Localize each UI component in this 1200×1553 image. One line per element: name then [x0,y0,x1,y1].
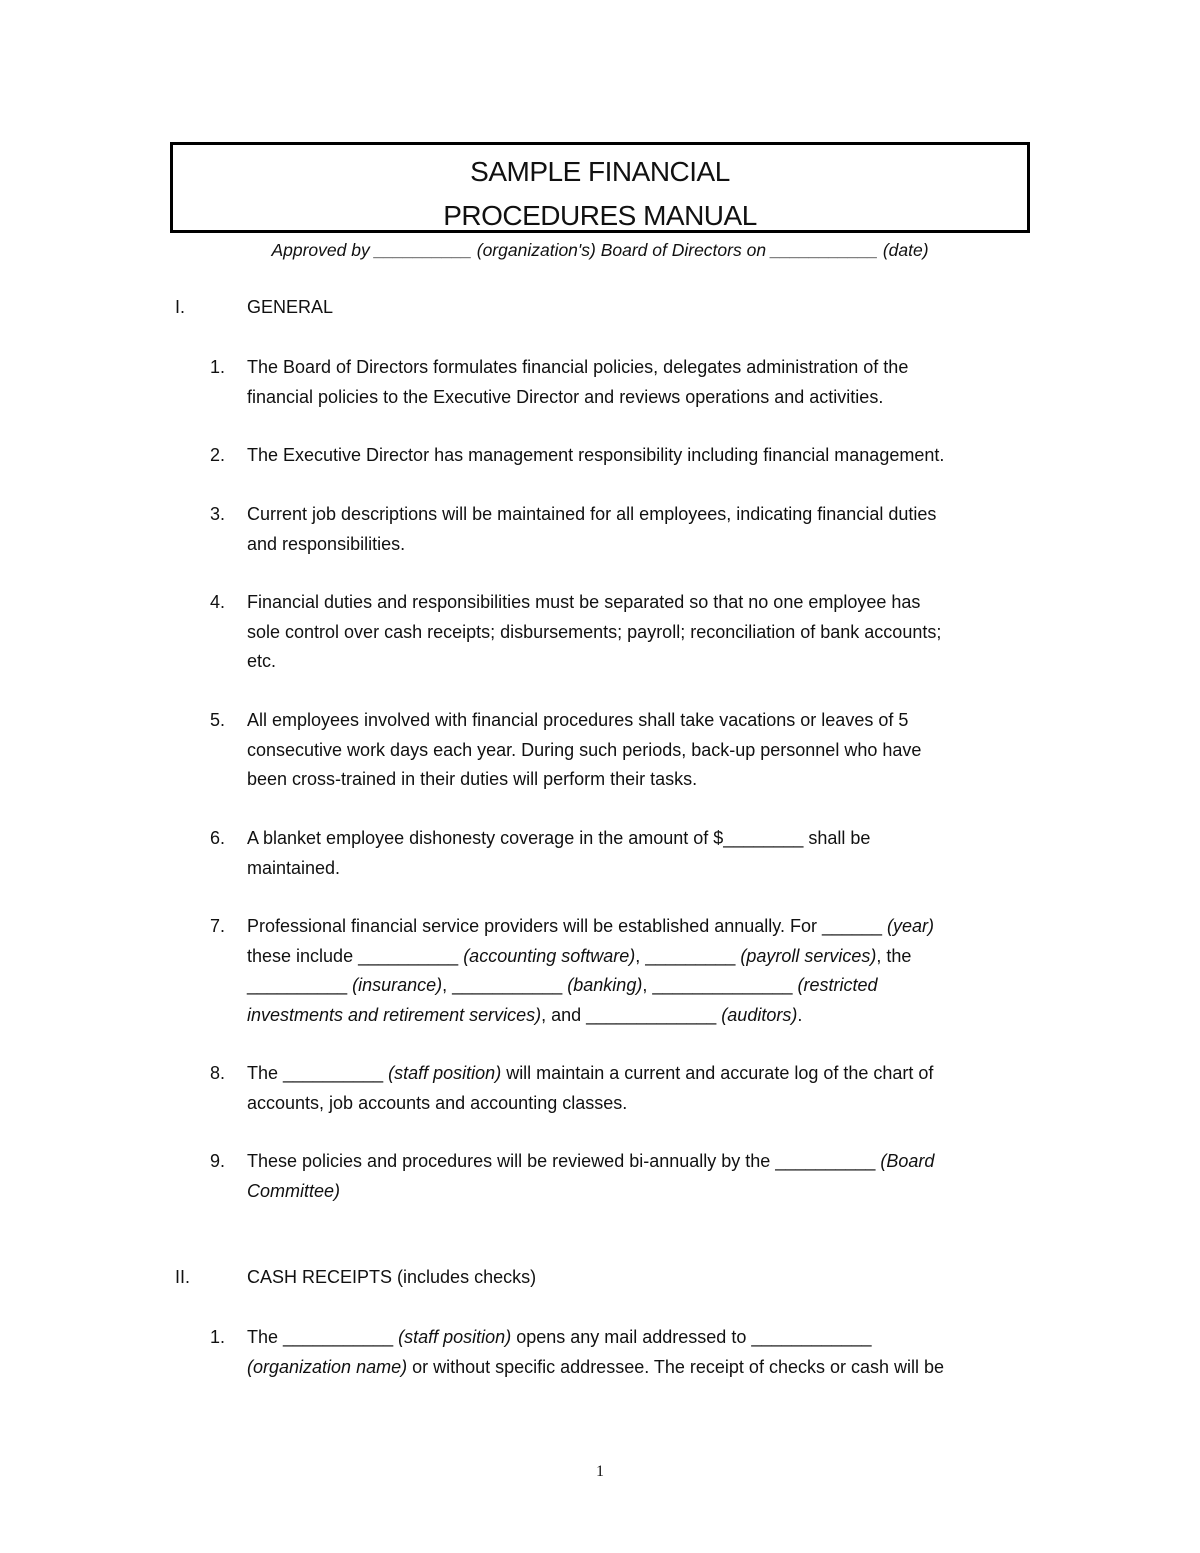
item-line [247,1353,1027,1383]
item-line: sole control over cash receipts; disbursements; payroll; reconciliation of bank accounts; [247,621,942,642]
title-box [170,142,1030,233]
text-run: , and _____________ [541,1004,722,1025]
item-line: The Executive Director has management responsibility including financial management. [247,445,945,465]
approval-line: Approved by __________ (organization's) Board of Directors on ___________ (date) [271,240,929,260]
item-text [247,1059,1027,1118]
italic-text: (insurance) [352,975,443,995]
item-text [247,912,1027,1030]
item-line: The Board of Directors formulates financial policies, delegates administration of the [247,357,909,377]
text-run: Professional financial service providers will be established annually. For ______ [247,916,888,936]
italic-text: (staff position) [398,1327,512,1347]
item-line [247,912,1027,942]
section-title-suffix: (includes checks) [392,1267,537,1287]
item-text [247,706,1027,795]
item-line: Current job descriptions will be maintained for all employees, indicating financial duties [247,504,937,524]
italic-text: (restricted [797,975,878,995]
text-run: __________ [247,975,353,995]
item-line [247,1323,1027,1353]
section-title-main: CASH RECEIPTS [247,1267,393,1287]
item-number: 4. [210,592,226,612]
text-run: , ______________ [642,975,798,995]
item-line: A blanket employee dishonesty coverage in the amount of $________ shall be [247,828,871,848]
section-number: II. [175,1267,191,1287]
title-line-2: PROCEDURES MANUAL [443,200,757,231]
text-run: , _________ [635,945,741,966]
item-line: maintained. [247,857,341,878]
section-title: GENERAL [247,297,334,317]
item-line [247,1147,1027,1177]
item-text [247,588,1027,677]
text-run: accounts, job accounts and accounting classes. [247,1092,628,1113]
item-number: 5. [210,710,226,730]
item-text [247,1323,1027,1382]
italic-text: Committee) [247,1180,341,1201]
item-line [247,1001,1027,1031]
item-number: 6. [210,828,226,848]
italic-text: (organization name) [247,1356,408,1377]
italic-text: investments and retirement services) [247,1004,542,1025]
italic-text: (auditors) [721,1004,798,1025]
item-line: All employees involved with financial procedures shall take vacations or leaves of 5 [247,710,909,730]
item-line: and responsibilities. [247,533,406,554]
text-run: These policies and procedures will be reviewed bi-annually by the __________ [247,1151,881,1171]
item-line: etc. [247,651,277,671]
italic-text: (payroll services) [740,945,877,966]
italic-text: (staff position) [388,1063,502,1083]
title-line-1: SAMPLE FINANCIAL [470,156,730,187]
item-line [247,942,1027,972]
item-text [247,441,1027,471]
item-text [247,1147,1027,1206]
item-number: 7. [210,916,226,936]
item-line [247,971,1027,1001]
item-text [247,824,1027,883]
text-run: these include __________ [247,945,464,966]
section-number: I. [175,297,186,317]
italic-text: (year) [887,916,935,936]
text-run: opens any mail addressed to ____________ [511,1327,872,1347]
text-run: , the [876,945,912,966]
item-number: 1. [210,1327,226,1347]
item-line [247,1059,1027,1089]
item-number: 9. [210,1151,226,1171]
text-run: or without specific addressee. The receipt of checks or cash will be [407,1356,945,1377]
text-run: The ___________ [247,1327,399,1347]
section-title [247,1266,536,1288]
item-line [247,1089,1027,1119]
page-number: 1 [596,1463,604,1480]
italic-text: (banking) [567,975,643,995]
item-text [247,500,1027,559]
item-number: 2. [210,445,226,465]
text-run: . [797,1004,803,1025]
text-run: will maintain a current and accurate log of the chart of [501,1063,934,1083]
item-line [247,1177,1027,1207]
item-number: 8. [210,1063,226,1083]
italic-text: (accounting software) [463,945,636,966]
item-number: 1. [210,357,226,377]
item-text [247,353,1027,412]
italic-text: (Board [880,1151,935,1171]
item-line: been cross-trained in their duties will perform their tasks. [247,769,698,789]
item-line: financial policies to the Executive Director and reviews operations and activities. [247,386,884,407]
text-run: The __________ [247,1063,389,1083]
item-line: consecutive work days each year. During such periods, back-up personnel who have [247,739,922,760]
item-line: Financial duties and responsibilities must be separated so that no one employee has [247,592,921,612]
item-number: 3. [210,504,226,524]
text-run: , ___________ [442,975,568,995]
